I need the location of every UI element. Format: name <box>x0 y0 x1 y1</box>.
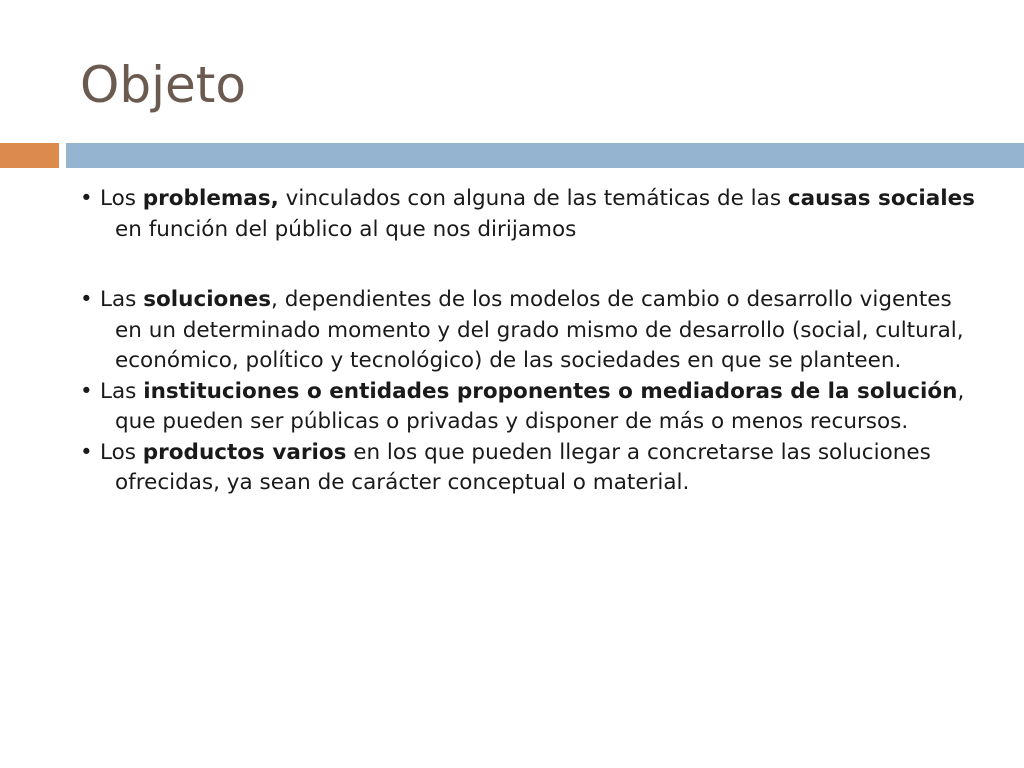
item-text-bold: instituciones o entidades proponentes o mediadoras de la solución <box>143 378 958 404</box>
item-text: , dependientes de los modelos de cambio o desarrollo vigentes en un determinado momento y del grado mismo de desarrollo (social, cultural, económico, político y tecnológico) de las sociedades en que se planteen. <box>115 287 964 373</box>
item-text: Los <box>100 186 143 211</box>
bullet-icon: • <box>80 287 93 312</box>
item-text-bold: soluciones <box>143 287 272 312</box>
bullet-item <box>80 285 980 377</box>
item-text: Las <box>100 378 144 404</box>
bullet-item <box>80 377 980 438</box>
bullet-item <box>80 184 980 245</box>
item-text-bold: causas sociales <box>787 186 975 211</box>
item-text-bold: problemas, <box>142 186 279 211</box>
bullet-icon: • <box>80 186 93 211</box>
item-text: , que pueden ser públicas o privadas y disponer de más o menos recursos. <box>115 378 965 434</box>
accent-bar-right <box>66 143 1024 168</box>
slide-content <box>80 184 980 499</box>
item-text: Los <box>100 439 143 465</box>
item-text: vinculados con alguna de las temáticas de las <box>278 186 788 211</box>
item-text-bold: productos varios <box>142 439 347 465</box>
bullet-icon: • <box>80 378 93 404</box>
slide-title: Objeto <box>80 56 246 114</box>
item-text: Las <box>100 287 144 312</box>
item-text: en los que pueden llegar a concretarse las soluciones ofrecidas, ya sean de carácter conceptual o material. <box>115 439 931 495</box>
item-text: en función del público al que nos dirijamos <box>115 216 577 242</box>
bullet-icon: • <box>80 439 93 465</box>
accent-bar-left <box>0 143 59 168</box>
bullet-item <box>80 438 980 499</box>
